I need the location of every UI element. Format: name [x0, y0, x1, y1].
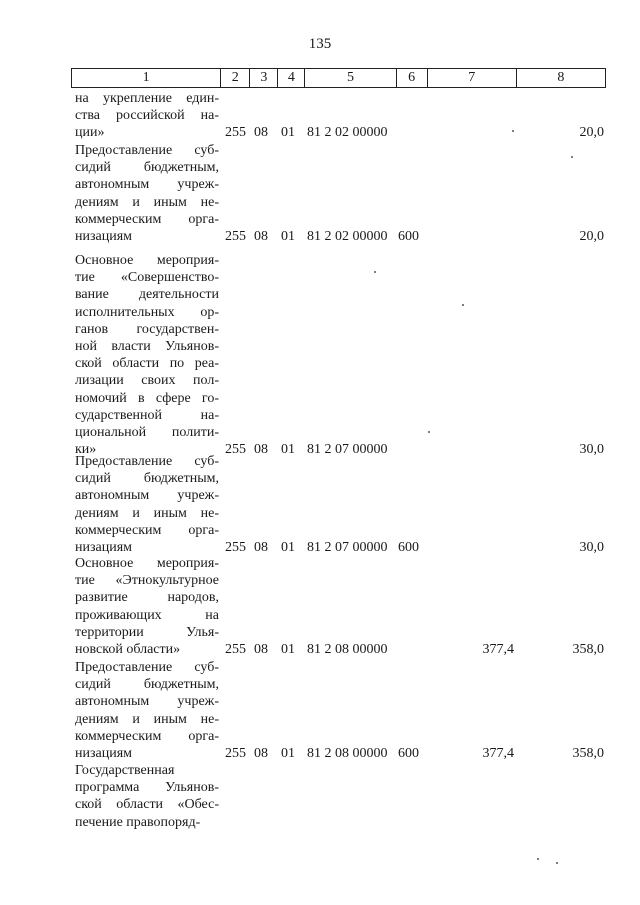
scan-speck — [512, 130, 514, 132]
row-name-line: сидий бюджетным, — [75, 160, 219, 176]
cell-c5: 81 2 08 00000 — [307, 746, 388, 761]
cell-c6: 600 — [398, 540, 419, 555]
table-header — [71, 68, 606, 88]
row-name — [75, 555, 219, 658]
row-name-line: автономным учреж- — [75, 177, 219, 193]
row-name-line: исполнительных ор- — [75, 304, 219, 320]
row-name — [75, 142, 219, 245]
column-header-3: 3 — [250, 69, 278, 88]
row-name-line: территории Улья- — [75, 624, 219, 640]
scan-speck — [374, 271, 376, 273]
cell-c4: 01 — [281, 746, 295, 761]
row-name-line: коммерческим орга- — [75, 211, 219, 227]
row-name-line: проживающих на — [75, 607, 219, 623]
row-name-line: автономным учреж- — [75, 694, 219, 710]
row-name-line: низациям — [75, 229, 133, 245]
cell-c6: 600 — [398, 229, 419, 244]
cell-c5: 81 2 07 00000 — [307, 442, 388, 458]
row-name-line: сидий бюджетным, — [75, 677, 219, 693]
row-name-line: сударственной на- — [75, 407, 219, 423]
cell-c8: 20,0 — [579, 125, 604, 141]
row-name-line: ской области по реа- — [75, 356, 219, 372]
cell-c8: 20,0 — [579, 229, 604, 244]
row-name-line: вание деятельности — [75, 287, 219, 303]
row-name-line: лизации своих пол- — [75, 373, 219, 389]
cell-c3: 08 — [254, 642, 268, 657]
cell-c2: 255 — [225, 642, 246, 657]
row-name-line: ства российской на- — [75, 108, 219, 124]
cell-c2: 255 — [225, 229, 246, 244]
cell-c4: 01 — [281, 642, 295, 657]
row-name-line: сидий бюджетным, — [75, 471, 219, 487]
scan-speck — [556, 862, 558, 864]
row-name-line: низациям — [75, 746, 133, 762]
column-header-4: 4 — [278, 69, 305, 88]
row-name — [75, 453, 219, 556]
row-name-line: Основное мероприя- — [75, 253, 219, 268]
row-name-line: коммерческим орга- — [75, 728, 219, 744]
row-name-line: дениям и иным не- — [75, 194, 219, 210]
column-header-6: 6 — [396, 69, 427, 88]
row-name-line: ной власти Ульянов- — [75, 339, 219, 355]
cell-c3: 08 — [254, 442, 268, 458]
cell-c4: 01 — [281, 540, 295, 555]
row-name-line: на укрепление един- — [75, 91, 219, 106]
scan-speck — [428, 431, 430, 433]
row-name — [75, 762, 219, 831]
cell-c2: 255 — [225, 125, 246, 141]
cell-c4: 01 — [281, 442, 295, 458]
row-name — [75, 90, 219, 142]
row-name-line: Предоставление суб- — [75, 143, 219, 158]
row-name-line: ганов государствен- — [75, 321, 219, 337]
row-name-line: циональной полити- — [75, 425, 219, 441]
scan-speck — [462, 304, 464, 306]
cell-c4: 01 — [281, 229, 295, 244]
row-name — [75, 252, 219, 458]
row-name-line: Основное мероприя- — [75, 556, 219, 571]
row-name-line: Государственная — [75, 763, 175, 778]
cell-c3: 08 — [254, 746, 268, 761]
row-name-line: Предоставление суб- — [75, 660, 219, 675]
cell-c2: 255 — [225, 540, 246, 555]
cell-c5: 81 2 02 00000 — [307, 229, 388, 244]
row-name-line: новской области» — [75, 642, 181, 658]
row-name-line: ки» — [75, 442, 97, 458]
column-header-2: 2 — [221, 69, 250, 88]
cell-c5: 81 2 02 00000 — [307, 125, 388, 141]
row-name-line: автономным учреж- — [75, 488, 219, 504]
cell-c3: 08 — [254, 540, 268, 555]
row-name-line: Предоставление суб- — [75, 454, 219, 469]
row-name-line: ской области «Обес- — [75, 797, 219, 813]
column-header-7: 7 — [427, 69, 516, 88]
row-name-line: печение правопоряд- — [75, 814, 201, 830]
cell-c7: 377,4 — [482, 642, 514, 657]
row-name-line: тие «Этнокультурное — [75, 573, 219, 589]
row-name-line: дениям и иным не- — [75, 505, 219, 521]
row-name-line: тие «Совершенство- — [75, 270, 219, 286]
row-name-line: номочий в сфере го- — [75, 390, 219, 406]
cell-c2: 255 — [225, 746, 246, 761]
cell-c8: 30,0 — [579, 442, 604, 458]
row-name-line: дениям и иным не- — [75, 711, 219, 727]
cell-c7: 377,4 — [482, 746, 514, 761]
cell-c8: 30,0 — [579, 540, 604, 555]
cell-c5: 81 2 08 00000 — [307, 642, 388, 657]
cell-c6: 600 — [398, 746, 419, 761]
cell-c8: 358,0 — [572, 746, 604, 761]
row-name-line: программа Ульянов- — [75, 780, 219, 796]
cell-c3: 08 — [254, 125, 268, 141]
column-header-1: 1 — [72, 69, 221, 88]
cell-c4: 01 — [281, 125, 295, 141]
page-number: 135 — [308, 36, 332, 52]
row-name-line: ции» — [75, 125, 105, 141]
column-header-5: 5 — [305, 69, 396, 88]
row-name-line: низациям — [75, 540, 133, 556]
cell-c8: 358,0 — [572, 642, 604, 657]
cell-c3: 08 — [254, 229, 268, 244]
scan-speck — [537, 858, 539, 860]
row-name — [75, 659, 219, 762]
scan-speck — [571, 156, 573, 158]
column-header-8: 8 — [516, 69, 605, 88]
row-name-line: развитие народов, — [75, 590, 219, 606]
row-name-line: коммерческим орга- — [75, 522, 219, 538]
cell-c2: 255 — [225, 442, 246, 458]
cell-c5: 81 2 07 00000 — [307, 540, 388, 555]
